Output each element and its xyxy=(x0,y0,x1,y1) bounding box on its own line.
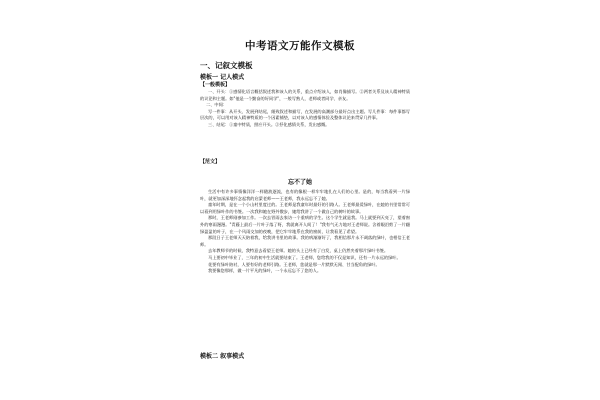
template-outline xyxy=(200,89,410,129)
essay-title: 忘不了她 xyxy=(287,179,312,186)
essay-paragraph: 去年教师节的时候，我特意去看望王老师。她的头上已经有了白发，桌上仍然夹着那片绿叶书签。 xyxy=(208,248,389,254)
outline-ending: 三、结尾：①童中特质，照应开头。②抒化感情关系，发出感慨。 xyxy=(208,121,330,127)
essay-paragraph: 马上要初中毕业了，三年的初中生活就要结束了。王老师，您给我的不仅是知识，还有一片永远的绿叶。 xyxy=(208,254,401,260)
section-heading: 一、记叙文模板 xyxy=(200,61,253,70)
template-heading: 模板一 记人模式 xyxy=(200,74,245,81)
example-tag: 【范文】 xyxy=(200,159,221,165)
essay-body xyxy=(200,189,410,275)
template-heading: 模板二 叙事模式 xyxy=(200,353,245,360)
essay-paragraph: 童年时期，是在一个小山村里度过的。王老师是我童年时最好的引路人。王老师最爱绿叶，在她的书里常常可以看到用绿叶作的书签。一次我和她在野外散步，她给我讲了一个做自己的树叶的故事。 xyxy=(200,202,410,214)
essay-paragraph: 那段日子王老师天天陪着我，给我讲书里的故事。我的病渐渐好了，我相信那片永不凋落的绿叶，也相信王老师。 xyxy=(200,235,410,247)
subsection-label: 【一般模板】 xyxy=(200,82,231,88)
essay-paragraph: 我要像您那样，做一片平凡的绿叶，一个永远忘不了您的人。 xyxy=(208,268,322,274)
outline-middle-label: 二、中间： xyxy=(206,102,227,108)
outline-middle: 写一件事：从开头、发展到结尾，细致叙述和描写，在发展的高潮部分最好点出主题。写几件事：每件事都写层次的，可以用对该人精神特质的一个因素铺垫，以对该人的感情体验及整体议论来贯穿几件事。 xyxy=(200,108,410,121)
essay-paragraph: 花要有绿叶陪衬，人要有好的老师引路。王老师，您就是那一片默默无闻、甘当配角的绿叶。 xyxy=(208,261,380,267)
essay-paragraph: 那时，王老师刚参加工作。一次去冒雨去家访一个重病的学生。这个学生就是我。马上就要到天亮了，望着窗外的寒雨漫漫。"青藤上最后一片叶子落了呀，我就离开人间了！"我有气无力地对王老师说。含着眼泪剪了一片翻绿盈盈的叶子，在一个风雨交加的夜晚，把它牢牢地系在我的窗前，让我看见了希望。 xyxy=(200,215,410,234)
outline-opening: 一、开头：①感情化语言概括叙述我和该人的关系，重点介绍该人，如肖像描写。②两者关系及该人精神特质的议论和主题。如"他是一个勤奋的好同学"，一般写熟人，老师或者同学、亲友。 xyxy=(200,89,410,101)
essay-paragraph: 生活中有许多事情像洋洋一样随波逐流，也有的像根一样牢牢地扎在人们的心里。是的，每当我看到一片绿叶，就更加深深地怀念起我的启蒙老师——王老师，我永远忘不了她。 xyxy=(200,189,410,201)
document-title: 中考语文万能作文模板 xyxy=(245,40,355,52)
